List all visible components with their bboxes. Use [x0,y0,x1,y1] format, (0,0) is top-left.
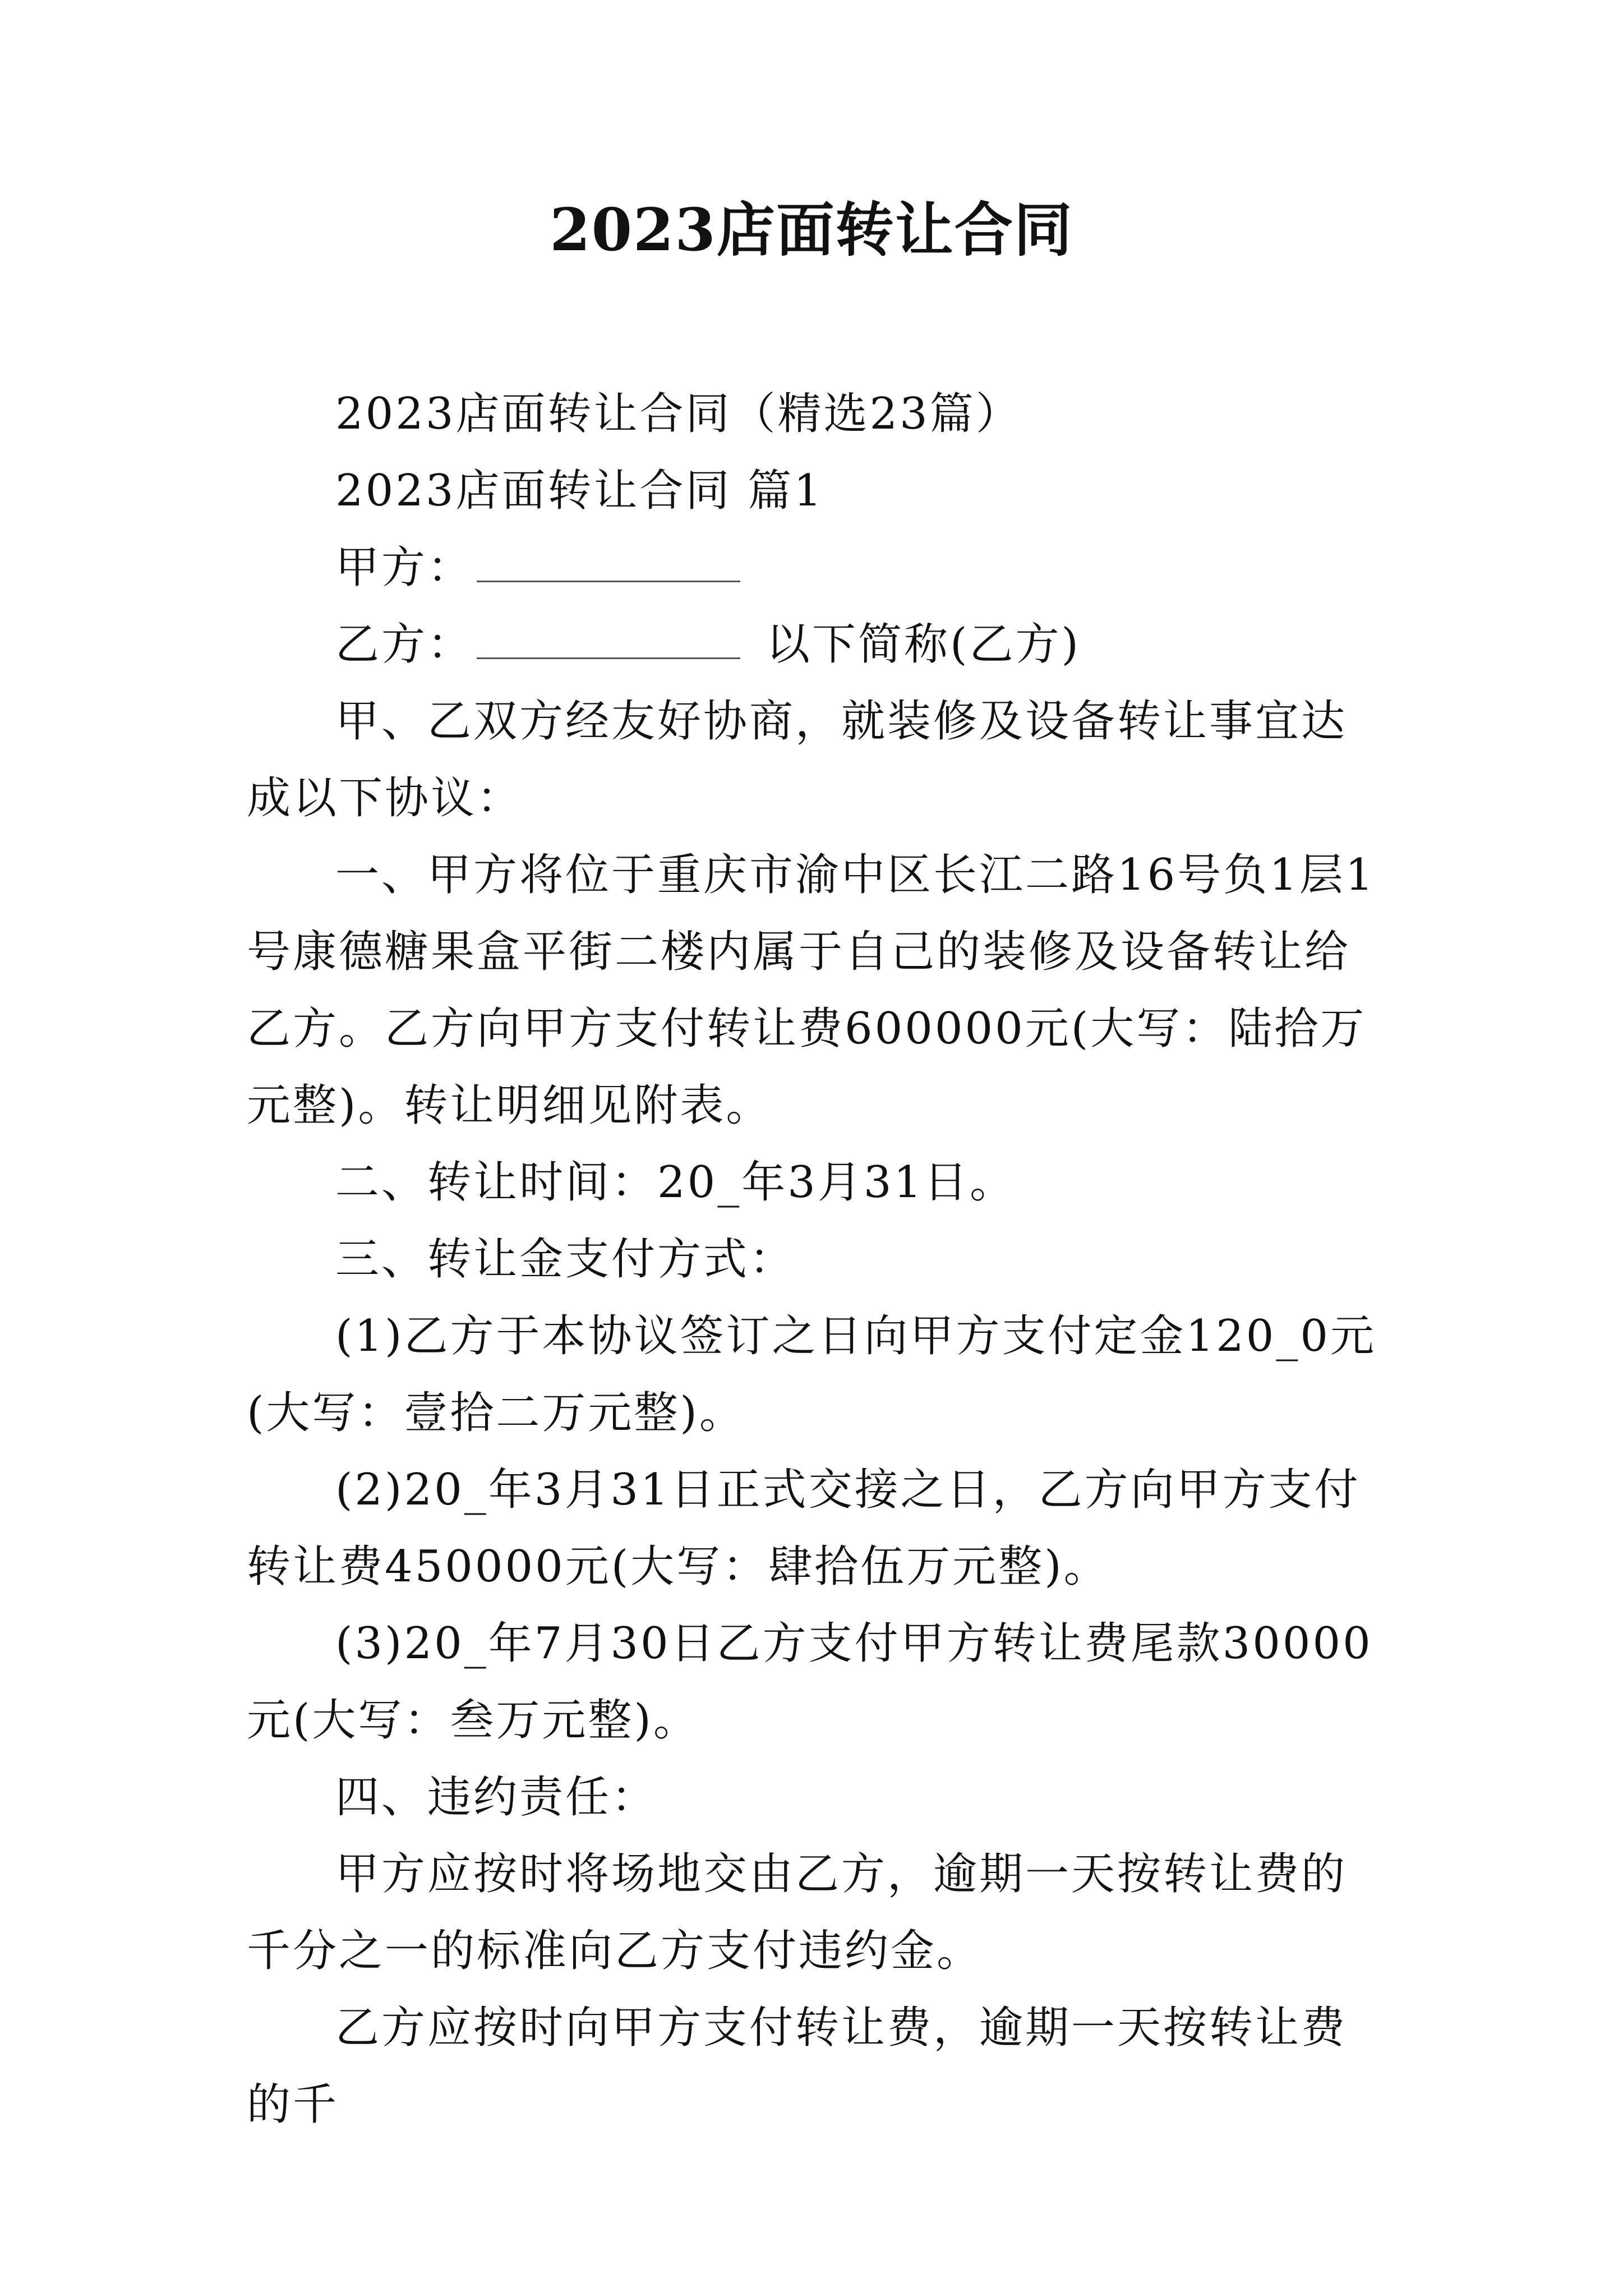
paragraph-clause-1: 一、甲方将位于重庆市渝中区长江二路16号负1层1号康德糖果盒平街二楼内属于自己的装修及设备转让给乙方。乙方向甲方支付转让费600000元(大写：陆拾万元整)。转让明细见附表。 [247,850,1376,1131]
document-body [247,376,1391,2143]
document-subtitle: 2023店面转让合同（精选23篇） [335,389,1022,439]
party-a-line [247,530,1391,606]
document-title: 2023店面转让合同 [550,195,1073,264]
party-b-note: 以下简称(乙方) [766,619,1081,670]
party-a-label: 甲方： [335,542,474,593]
party-a-blank [477,547,740,582]
section-heading: 2023店面转让合同 篇1 [335,466,824,516]
paragraph-clause-4: 四、违约责任： [335,1772,658,1823]
paragraph-liability-b: 乙方应按时向甲方支付转让费，逾期一天按转让费的千 [247,2003,1348,2130]
paragraph-payment-1: (1)乙方于本协议签订之日向甲方支付定金120_0元(大写：壹拾二万元整)。 [247,1311,1376,1438]
paragraph-clause-3: 三、转让金支付方式： [335,1234,796,1285]
party-b-label: 乙方： [335,619,474,670]
paragraph-liability-a: 甲方应按时将场地交由乙方，逾期一天按转让费的千分之一的标准向乙方支付违约金。 [247,1849,1348,1976]
paragraph-intro: 甲、乙双方经友好协商，就装修及设备转让事宜达成以下协议： [247,696,1348,823]
party-b-line [247,606,1391,683]
paragraph-payment-3: (3)20_年7月30日乙方支付甲方转让费尾款30000元(大写：叁万元整)。 [247,1618,1373,1746]
paragraph-payment-2: (2)20_年3月31日正式交接之日，乙方向甲方支付转让费450000元(大写：肆拾伍万元整)。 [247,1465,1361,1592]
paragraph-clause-2: 二、转让时间：20_年3月31日。 [335,1157,1016,1208]
party-b-blank [477,624,740,659]
